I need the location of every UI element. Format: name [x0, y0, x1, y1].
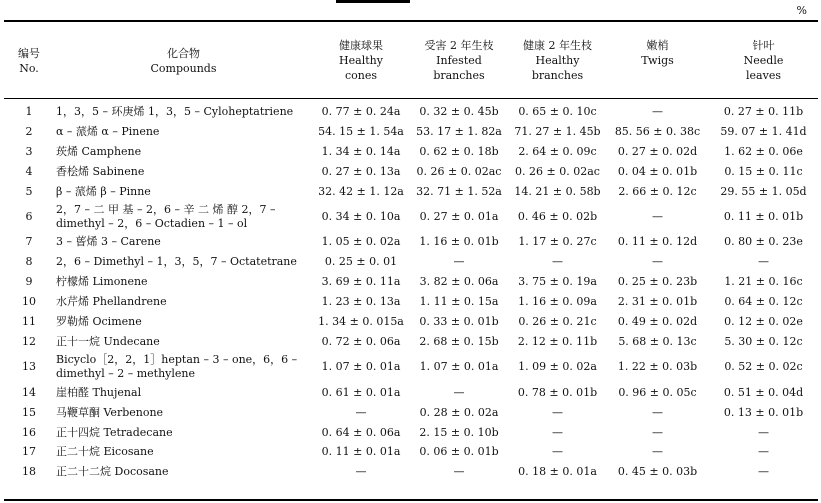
value-cell: 1. 34 ± 0. 015a	[318, 314, 404, 328]
value-cell: —	[552, 405, 563, 419]
compound-name: 崖柏醛 Thujenal	[56, 385, 142, 399]
value-cell: 59. 07 ± 1. 41d	[720, 124, 807, 138]
compound-name	[54, 352, 313, 383]
table-row	[4, 423, 818, 443]
row-number: 16	[22, 425, 36, 439]
value-cell: 0. 52 ± 0. 02c	[724, 360, 803, 374]
table-row	[4, 122, 818, 142]
compound-name: 正十一烷 Undecane	[56, 334, 160, 348]
table-row	[4, 462, 818, 482]
header-healthy-cones: 健康球果 Healthy cones	[339, 39, 383, 82]
row-number: 11	[22, 314, 36, 328]
compound-name: 3 – 蒈烯 3 – Carene	[56, 235, 161, 249]
value-cell: 0. 33 ± 0. 01b	[419, 314, 499, 328]
value-cell: —	[758, 465, 769, 479]
compound-name-line: dimethyl – 2，6 – Octadien – 1 – ol	[56, 216, 248, 230]
table-top-rule	[4, 20, 818, 22]
value-cell: 71. 27 ± 1. 45b	[514, 124, 601, 138]
row-number: 3	[25, 144, 33, 158]
value-cell: 0. 04 ± 0. 01b	[617, 164, 698, 178]
value-cell: 0. 78 ± 0. 01b	[517, 385, 598, 399]
value-cell: 0. 77 ± 0. 24a	[321, 104, 401, 118]
value-cell: 1. 16 ± 0. 09a	[518, 295, 597, 309]
compound-name: α – 蒎烯 α – Pinene	[56, 124, 160, 138]
table-row	[4, 332, 818, 352]
value-cell: —	[552, 445, 563, 459]
compound-name: 正二十二烷 Docosane	[56, 465, 169, 479]
value-cell: —	[453, 385, 465, 399]
value-cell: 0. 25 ± 0. 01	[324, 255, 398, 269]
value-cell: —	[652, 209, 663, 223]
value-cell: 1. 23 ± 0. 13a	[321, 295, 401, 309]
row-number: 7	[25, 235, 33, 249]
value-cell: 0. 27 ± 0. 01a	[419, 209, 499, 223]
row-number: 6	[25, 209, 33, 223]
row-number: 4	[25, 164, 33, 178]
value-cell: 0. 26 ± 0. 02ac	[515, 164, 600, 178]
value-cell: 2. 68 ± 0. 15b	[419, 334, 499, 348]
value-cell: —	[758, 255, 769, 269]
row-number: 8	[25, 255, 33, 269]
value-cell: 32. 71 ± 1. 52a	[416, 184, 502, 198]
value-cell: 85. 56 ± 0. 38c	[614, 124, 701, 138]
unit-label: %	[796, 4, 807, 17]
value-cell: —	[453, 255, 465, 269]
value-cell: 0. 62 ± 0. 18b	[419, 144, 499, 158]
table-row	[4, 182, 818, 202]
table-row	[4, 142, 818, 162]
compound-name: 2，6 – Dimethyl – 1，3，5，7 – Octatetrane	[56, 255, 297, 269]
value-cell: —	[355, 465, 367, 479]
table-row	[4, 272, 818, 292]
row-number: 9	[25, 275, 33, 289]
value-cell: 2. 64 ± 0. 09c	[518, 144, 597, 158]
value-cell: 0. 12 ± 0. 02e	[724, 314, 803, 328]
value-cell: —	[552, 255, 563, 269]
value-cell: —	[552, 425, 563, 439]
value-cell: 3. 75 ± 0. 19a	[518, 275, 597, 289]
header-compound: 化合物 Compounds	[150, 46, 217, 75]
value-cell: 3. 69 ± 0. 11a	[321, 275, 401, 289]
value-cell: 0. 27 ± 0. 11b	[723, 104, 804, 118]
compound-name-line: Bicyclo［2，2，1］heptan – 3 – one，6，6 –	[56, 353, 298, 367]
row-number: 2	[25, 124, 33, 138]
value-cell: 1. 07 ± 0. 01a	[419, 360, 499, 374]
value-cell: —	[453, 465, 465, 479]
table-row	[4, 201, 818, 232]
header-needle-leaves: 针叶 Needle leaves	[743, 39, 784, 82]
value-cell: 32. 42 ± 1. 12a	[318, 184, 404, 198]
value-cell: 2. 31 ± 0. 01b	[617, 295, 698, 309]
value-cell: 0. 45 ± 0. 03b	[617, 465, 698, 479]
value-cell: 0. 11 ± 0. 01b	[723, 209, 804, 223]
value-cell: 0. 96 ± 0. 05c	[618, 385, 697, 399]
value-cell: 0. 61 ± 0. 01a	[321, 385, 401, 399]
row-number: 12	[22, 334, 36, 348]
value-cell: 2. 66 ± 0. 12c	[618, 184, 697, 198]
value-cell: 1. 21 ± 0. 16c	[724, 275, 803, 289]
compound-name: 香桧烯 Sabinene	[56, 164, 145, 178]
compound-name: 马鞭草酮 Verbenone	[56, 405, 164, 419]
compound-name: 莰烯 Camphene	[56, 144, 142, 158]
header-no: 编号 No.	[18, 46, 40, 75]
value-cell: 0. 49 ± 0. 02d	[617, 314, 698, 328]
row-number: 15	[22, 405, 36, 419]
compound-name	[54, 201, 313, 232]
value-cell: —	[652, 405, 663, 419]
value-cell: 1. 17 ± 0. 27c	[518, 235, 597, 249]
value-cell: —	[652, 104, 663, 118]
table-row	[4, 352, 818, 383]
table-row	[4, 292, 818, 312]
value-cell: 0. 27 ± 0. 02d	[617, 144, 698, 158]
value-cell: 0. 28 ± 0. 02a	[419, 405, 499, 419]
value-cell: 1. 62 ± 0. 06e	[724, 144, 803, 158]
compound-name: 罗勒烯 Ocimene	[56, 314, 142, 328]
value-cell: 0. 34 ± 0. 10a	[321, 209, 401, 223]
value-cell: 0. 64 ± 0. 06a	[321, 425, 401, 439]
value-cell: 0. 11 ± 0. 12d	[617, 235, 698, 249]
table-row	[4, 442, 818, 462]
row-number: 14	[22, 385, 36, 399]
value-cell: 0. 26 ± 0. 02ac	[416, 164, 502, 178]
value-cell: 0. 13 ± 0. 01b	[723, 405, 804, 419]
row-number: 13	[22, 360, 36, 374]
table-row	[4, 162, 818, 182]
compounds-table	[4, 23, 818, 482]
value-cell: 0. 72 ± 0. 06a	[321, 334, 401, 348]
value-cell: 1. 22 ± 0. 03b	[617, 360, 698, 374]
value-cell: 5. 30 ± 0. 12c	[724, 334, 803, 348]
compound-name-line: dimethyl – 2 – methylene	[56, 367, 196, 381]
value-cell: —	[355, 405, 367, 419]
value-cell: 5. 68 ± 0. 13c	[618, 334, 697, 348]
value-cell: 14. 21 ± 0. 58b	[514, 184, 601, 198]
compound-name: 1，3，5 – 环庚烯 1，3，5 – Cyloheptatriene	[56, 104, 294, 118]
value-cell: 2. 15 ± 0. 10b	[419, 425, 499, 439]
value-cell: 1. 07 ± 0. 01a	[321, 360, 401, 374]
row-number: 10	[22, 295, 36, 309]
header-healthy-branches: 健康 2 年生枝 Healthy branches	[523, 39, 592, 82]
value-cell: —	[652, 425, 663, 439]
table-row	[4, 102, 818, 122]
compound-name: 柠檬烯 Limonene	[56, 275, 148, 289]
value-cell: 0. 25 ± 0. 23b	[617, 275, 698, 289]
value-cell: 0. 64 ± 0. 12c	[724, 295, 803, 309]
value-cell: 1. 05 ± 0. 02a	[321, 235, 401, 249]
header-twigs: 嫩梢 Twigs	[641, 39, 674, 67]
table-row	[4, 312, 818, 332]
value-cell: 0. 06 ± 0. 01b	[419, 445, 499, 459]
compound-name-line: 2，7 – 二 甲 基 – 2，6 – 辛 二 烯 醇 2，7 –	[56, 202, 276, 216]
compound-name: 水芹烯 Phellandrene	[56, 295, 167, 309]
table-header-row	[4, 23, 818, 98]
value-cell: 0. 46 ± 0. 02b	[517, 209, 598, 223]
value-cell: 0. 11 ± 0. 01a	[321, 445, 401, 459]
value-cell: 0. 27 ± 0. 13a	[321, 164, 401, 178]
row-number: 5	[25, 184, 33, 198]
value-cell: 1. 11 ± 0. 15a	[419, 295, 499, 309]
row-number: 17	[22, 445, 36, 459]
value-cell: 0. 65 ± 0. 10c	[518, 104, 597, 118]
header-infested-branches: 受害 2 年生枝 Infested branches	[424, 39, 494, 82]
value-cell: 2. 12 ± 0. 11b	[517, 334, 598, 348]
table-row	[4, 403, 818, 423]
value-cell: 53. 17 ± 1. 82a	[416, 124, 502, 138]
value-cell: 3. 82 ± 0. 06a	[419, 275, 499, 289]
value-cell: 0. 80 ± 0. 23e	[724, 235, 803, 249]
table-row	[4, 252, 818, 272]
table-row	[4, 383, 818, 403]
value-cell: —	[758, 445, 769, 459]
compound-name: 正十四烷 Tetradecane	[56, 425, 173, 439]
compound-name: 正二十烷 Eicosane	[56, 445, 154, 459]
table-bottom-rule	[4, 499, 818, 501]
compound-name: β – 蒎烯 β – Pinne	[56, 184, 151, 198]
value-cell: 0. 26 ± 0. 21c	[518, 314, 597, 328]
value-cell: 0. 32 ± 0. 45b	[419, 104, 499, 118]
row-number: 18	[22, 465, 36, 479]
value-cell: —	[758, 425, 769, 439]
top-bar-decoration	[336, 0, 410, 3]
value-cell: 1. 34 ± 0. 14a	[321, 144, 401, 158]
value-cell: —	[652, 445, 663, 459]
value-cell: 1. 16 ± 0. 01b	[419, 235, 499, 249]
value-cell: 54. 15 ± 1. 54a	[318, 124, 404, 138]
value-cell: 0. 15 ± 0. 11c	[724, 164, 803, 178]
value-cell: 0. 51 ± 0. 04d	[723, 385, 804, 399]
row-number: 1	[25, 104, 33, 118]
value-cell: 0. 18 ± 0. 01a	[518, 465, 597, 479]
table-row	[4, 232, 818, 252]
value-cell: 1. 09 ± 0. 02a	[518, 360, 597, 374]
value-cell: 29. 55 ± 1. 05d	[720, 184, 807, 198]
value-cell: —	[652, 255, 663, 269]
